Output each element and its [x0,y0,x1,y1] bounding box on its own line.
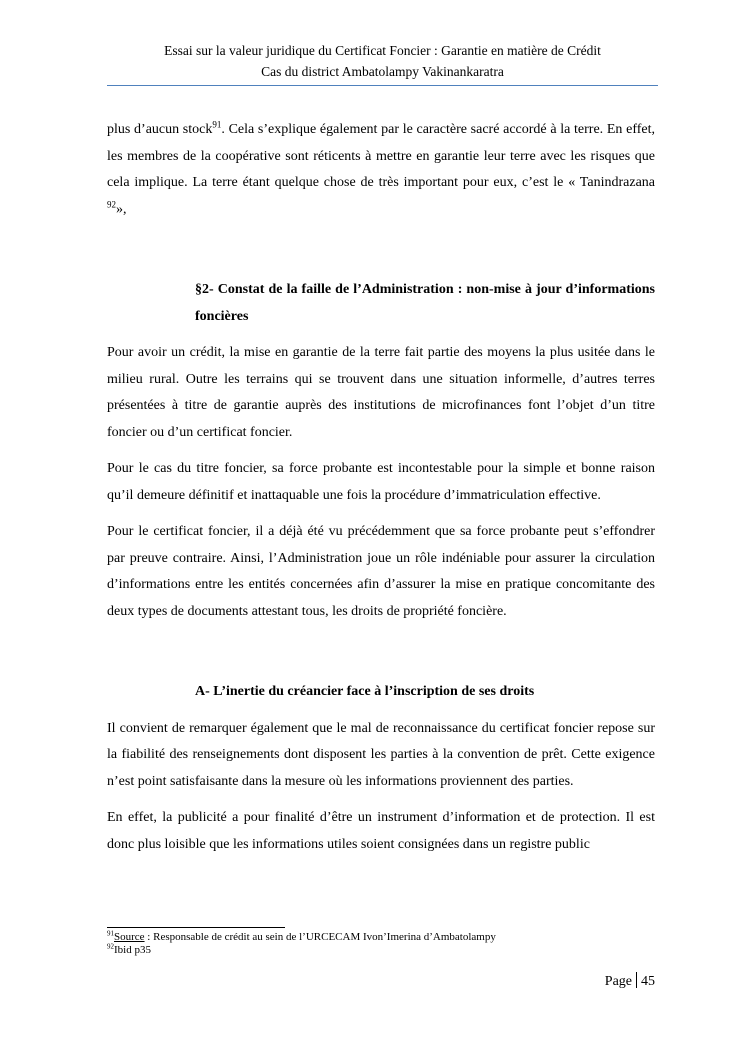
footnote-divider [107,927,285,928]
paragraph-2: Pour avoir un crédit, la mise en garantie de la terre fait partie des moyens la plus usitée dans le milieu rural. Outre les terrains qui se trouvent dans une situation informelle, d’autres terres présentées à titre de garantie auprès des institutions de microfinances font l’objet d’un titre foncier ou d’un certificat foncier. [107,345,655,440]
header-title: Essai sur la valeur juridique du Certificat Foncier : Garantie en matière de Crédit [164,43,601,58]
footnote-91: $^{91}$Source : Responsable de crédit au sein de l’URCECAM Ivon’Imerina d’Ambatolampy [107,929,496,943]
document-body [107,117,655,868]
page-number: Page 45 [604,974,655,989]
paragraph-3: Pour le cas du titre foncier, sa force probante est incontestable pour la simple et bonne raison qu’il demeure définitif et inattaquable une fois la procédure d’immatriculation effective. [107,461,655,503]
page-header [107,40,658,82]
footnote-92: $^{92}$Ibid p35 [107,942,151,956]
section-heading-s2: §2- Constat de la faille de l’Administration : non-mise à jour d’informations foncières [195,282,655,324]
footnote-ref-92: 92 [107,198,116,209]
section-heading-a: A- L’inertie du créancier face à l’inscription de ses droits [195,684,535,699]
header-subtitle: Cas du district Ambatolampy Vakinankaratra [261,64,504,79]
footnotes [107,931,496,957]
paragraph-1: plus d’aucun stock$^{91}$. Cela s’explique également par le caractère sacré accordé à la terre. En effet, les membres de la coopérative sont réticents à mettre en garantie leur terre avec les risques que cela implique. La terre étant quelque chose de très important pour eux, c’est le « Tanindrazana $^{92}$», [107,119,655,217]
paragraph-5: Il convient de remarquer également que le mal de reconnaissance du certificat foncier repose sur la fiabilité des renseignements dont disposent les parties à la convention de prêt. Cette exigence n’est point satisfaisante dans la mesure où les informations proviennent des parties. [107,720,655,789]
footnote-ref-91: 91 [212,119,222,130]
header-divider [107,85,658,86]
paragraph-6: En effet, la publicité a pour finalité d’être un instrument d’information et de protection. Il est donc plus loisible que les informations utiles soient consignées dans un registre public [107,810,655,852]
paragraph-4: Pour le certificat foncier, il a déjà été vu précédemment que sa force probante peut s’effondrer par preuve contraire. Ainsi, l’Administration joue un rôle indéniable pour assurer la circulation d’informations entre les entités concernées afin d’assurer la mise en pratique concomitante des deux types de documents attestant tous, les droits de propriété foncière. [107,524,655,619]
page-number-separator [636,972,637,988]
